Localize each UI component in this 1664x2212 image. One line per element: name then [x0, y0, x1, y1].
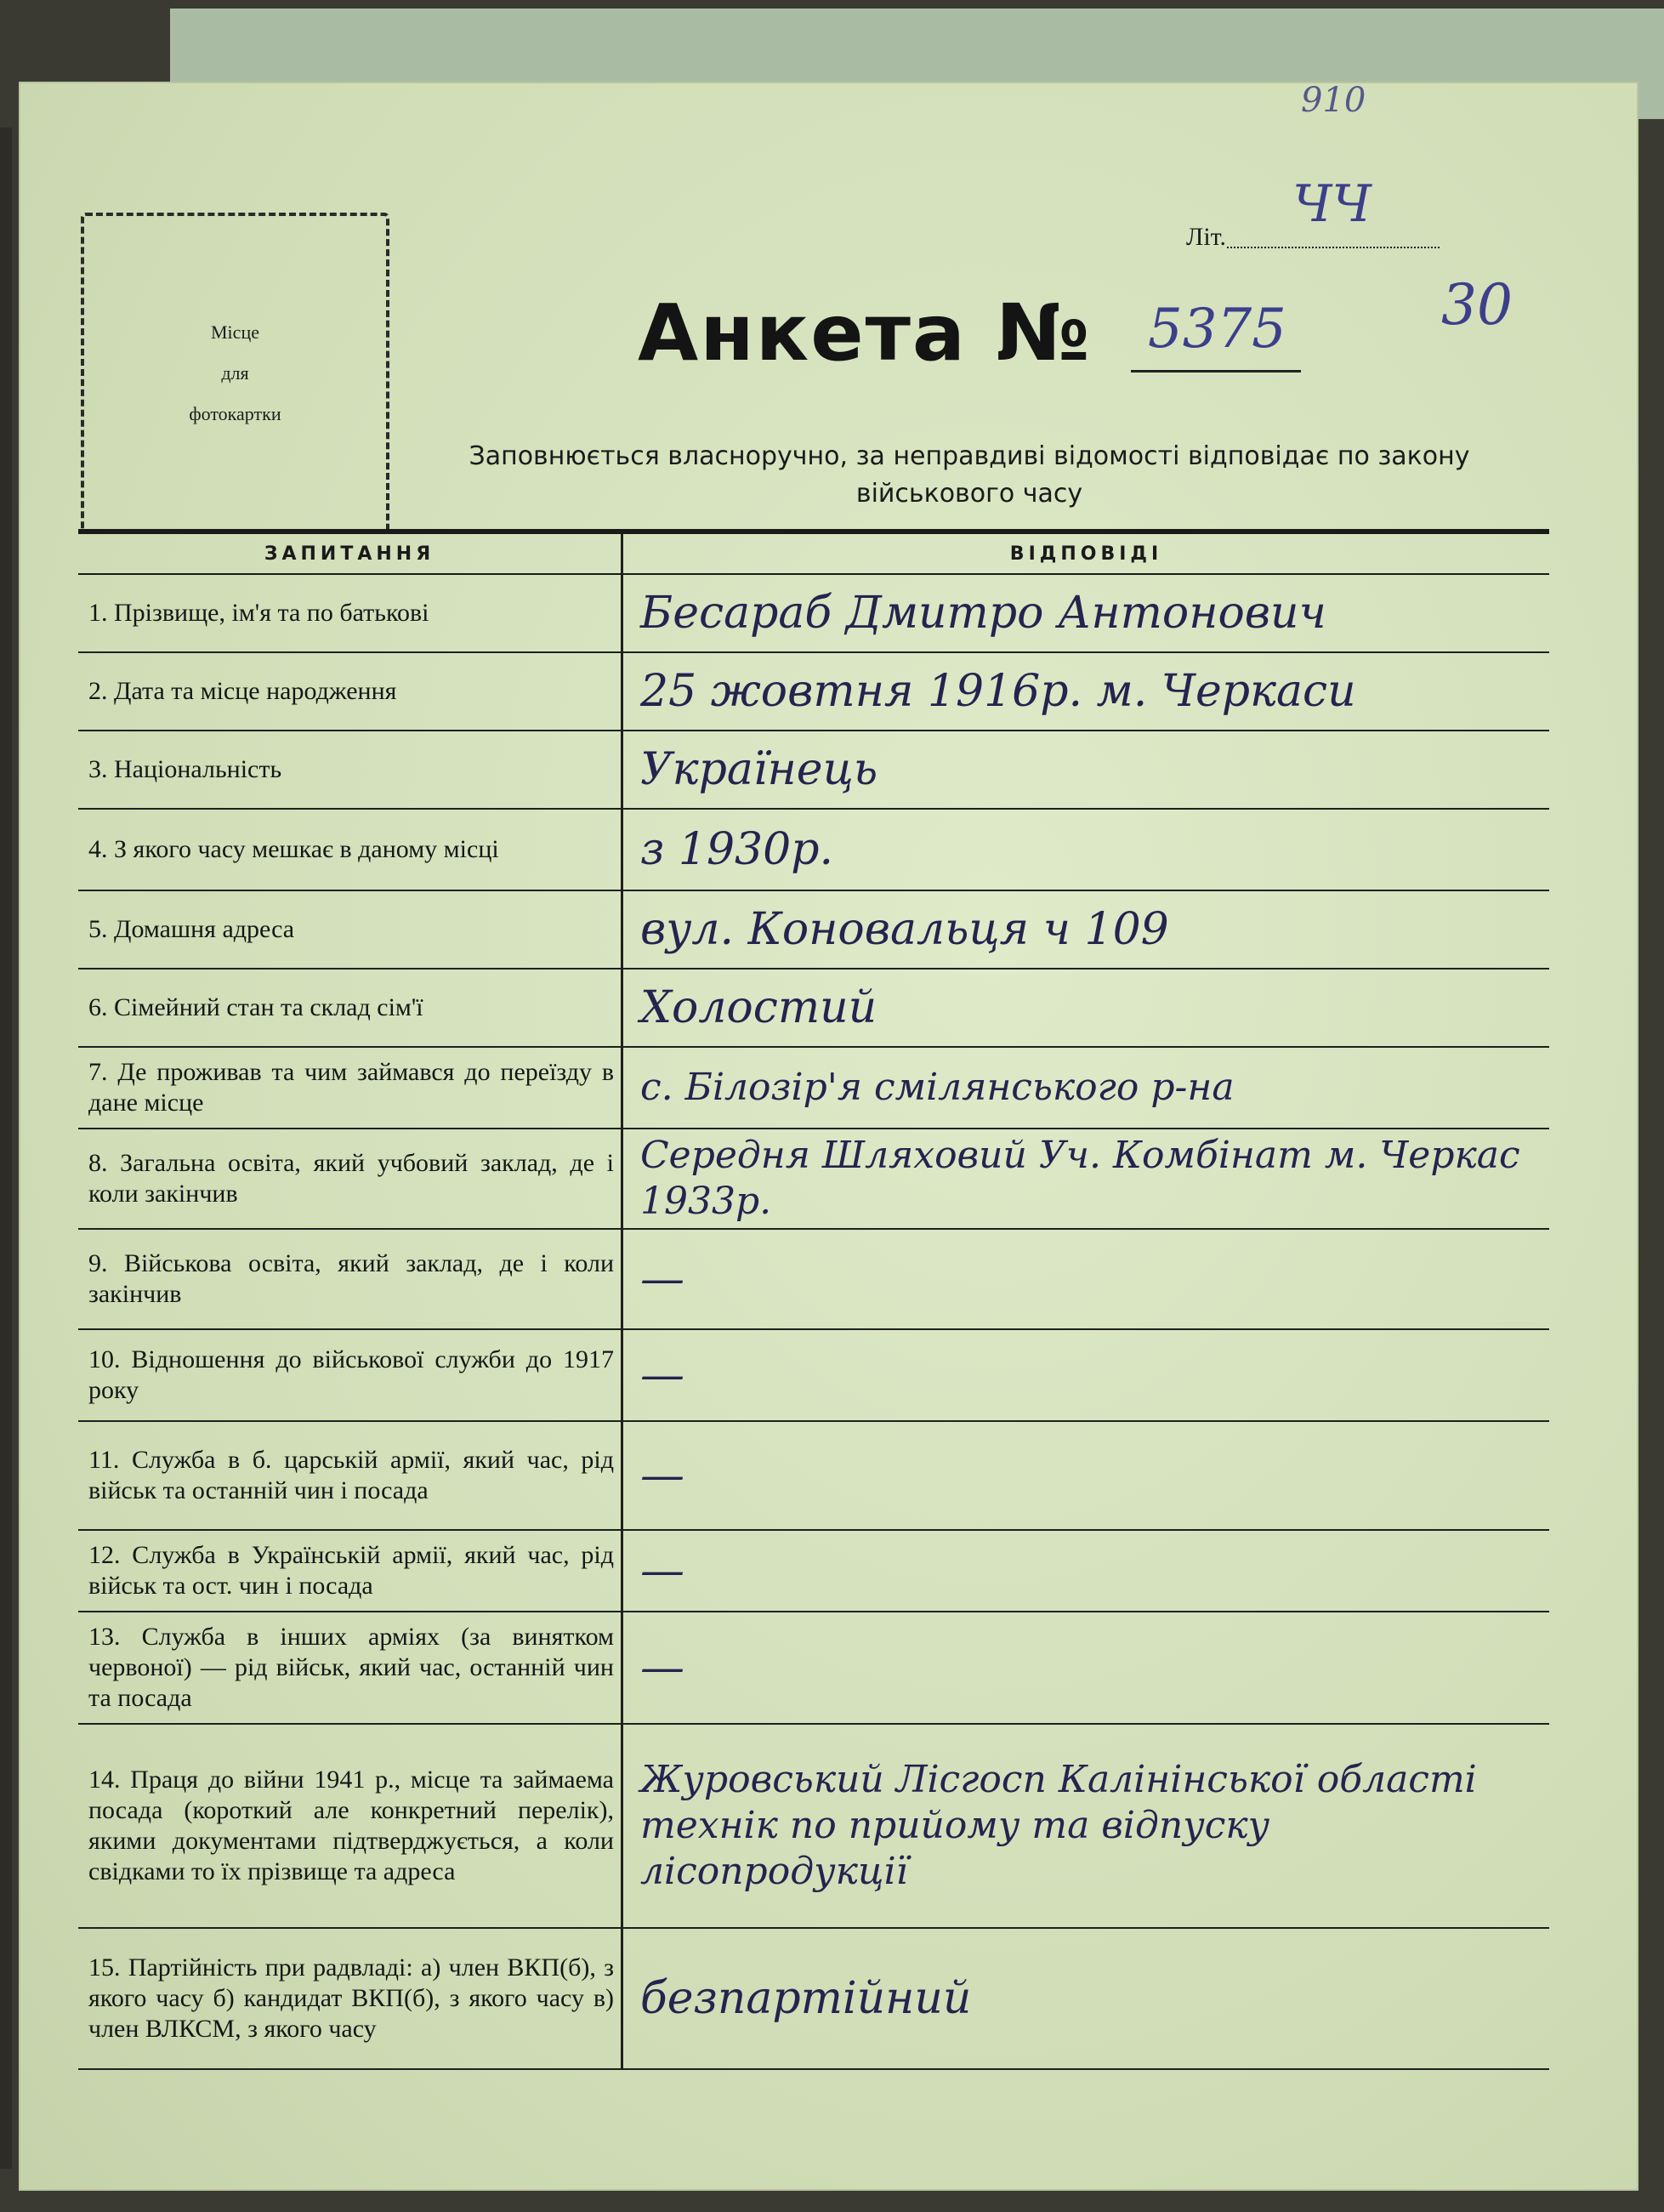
- answer-cell: Журовський Лісгосп Калінінської області технік по прийому та відпуску лісопродукції: [622, 1724, 1550, 1928]
- question-cell: 7. Де проживав та чим займався до переїзду в дане місце: [78, 1047, 622, 1129]
- table-row: [78, 1928, 1549, 2069]
- table-row: [78, 1724, 1549, 1928]
- photo-label-line2: для: [221, 362, 249, 384]
- table-row: [78, 809, 1549, 890]
- question-cell: 2. Дата та місце народження: [78, 652, 622, 731]
- instruction-text: Заповнюється власноручно, за неправдиві відомості відповідає по закону військового часу: [469, 441, 1470, 509]
- answer-cell: Середня Шляховий Уч. Комбінат м. Черкас 1933р.: [622, 1129, 1550, 1229]
- answer-cell: —: [622, 1229, 1550, 1329]
- answer-cell: 25 жовтня 1916р. м. Черкаси: [622, 652, 1550, 731]
- table-row: [78, 890, 1549, 969]
- answer-cell: —: [622, 1421, 1550, 1530]
- table-row: [78, 731, 1549, 809]
- answer-cell: —: [622, 1612, 1550, 1724]
- table-row: [78, 1530, 1549, 1612]
- question-cell: 6. Сімейний стан та склад сім'ї: [78, 969, 622, 1047]
- question-cell: 11. Служба в б. царській армії, який час, рід військ та останній чин і посада: [78, 1421, 622, 1530]
- table-row: [78, 574, 1549, 652]
- question-cell: 14. Праця до війни 1941 р., місце та займаема посада (короткий але конкретний перелік), якими документами підтверджується, а коли свідками то їх прізвище та адреса: [78, 1724, 622, 1928]
- page-title: Анкета №: [638, 287, 1092, 378]
- lit-label: Літ.: [1186, 223, 1227, 251]
- binding-edge: [0, 128, 12, 2169]
- question-cell: 1. Прізвище, ім'я та по батькові: [78, 574, 622, 652]
- answer-cell: Холостий: [622, 969, 1550, 1047]
- question-cell: 3. Національність: [78, 731, 622, 809]
- col-answers-header: ВІДПОВІДІ: [622, 532, 1550, 574]
- table-row: [78, 1329, 1549, 1421]
- photo-label-line3: фотокартки: [189, 403, 281, 424]
- question-cell: 4. З якого часу мешкає в даному місці: [78, 809, 622, 890]
- answer-cell: —: [622, 1530, 1550, 1612]
- table-row: [78, 1421, 1549, 1530]
- table-row: [78, 1047, 1549, 1129]
- col-questions-header: ЗАПИТАННЯ: [78, 532, 622, 574]
- question-cell: 9. Військова освіта, який заклад, де і коли закінчив: [78, 1229, 622, 1329]
- answer-cell: Українець: [622, 731, 1550, 809]
- archive-page-mark: 910: [1301, 81, 1366, 120]
- table-row: [78, 1129, 1549, 1229]
- answer-cell: безпартійний: [622, 1928, 1550, 2069]
- answer-cell: Бесараб Дмитро Антонович: [622, 574, 1550, 652]
- question-cell: 8. Загальна освіта, який учбовий заклад, де і коли закінчив: [78, 1129, 622, 1229]
- answer-cell: с. Білозір'я смілянського р-на: [622, 1047, 1550, 1129]
- answer-cell: —: [622, 1329, 1550, 1421]
- question-cell: 12. Служба в Українській армії, який час, рід військ та ост. чин і посада: [78, 1530, 622, 1612]
- photo-label-line1: Місце: [211, 321, 259, 343]
- question-cell: 13. Служба в інших арміях (за винятком червоної) — рід військ, який час, останній чин та посада: [78, 1612, 622, 1724]
- questionnaire-number: 5375: [1148, 298, 1286, 361]
- table-row: [78, 1612, 1549, 1724]
- table-row: [78, 652, 1549, 731]
- lit-value: ЧЧ: [1292, 174, 1372, 234]
- question-cell: 10. Відношення до військової служби до 1917 року: [78, 1329, 622, 1421]
- answer-cell: вул. Коновальця ч 109: [622, 890, 1550, 969]
- table-header-row: [78, 532, 1549, 574]
- answer-cell: з 1930р.: [622, 809, 1550, 890]
- questionnaire-table: [78, 529, 1549, 2070]
- number-underline: [1131, 370, 1301, 372]
- photo-placeholder: [81, 213, 389, 534]
- corner-number: 30: [1441, 272, 1513, 338]
- lit-line: [1227, 247, 1440, 248]
- table-row: [78, 1229, 1549, 1329]
- question-cell: 15. Партійність при радвладі: а) член ВКП(б), з якого часу б) кандидат ВКП(б), з якого часу в) член ВЛКСМ, з якого часу: [78, 1928, 622, 2069]
- question-cell: 5. Домашня адреса: [78, 890, 622, 969]
- table-row: [78, 969, 1549, 1047]
